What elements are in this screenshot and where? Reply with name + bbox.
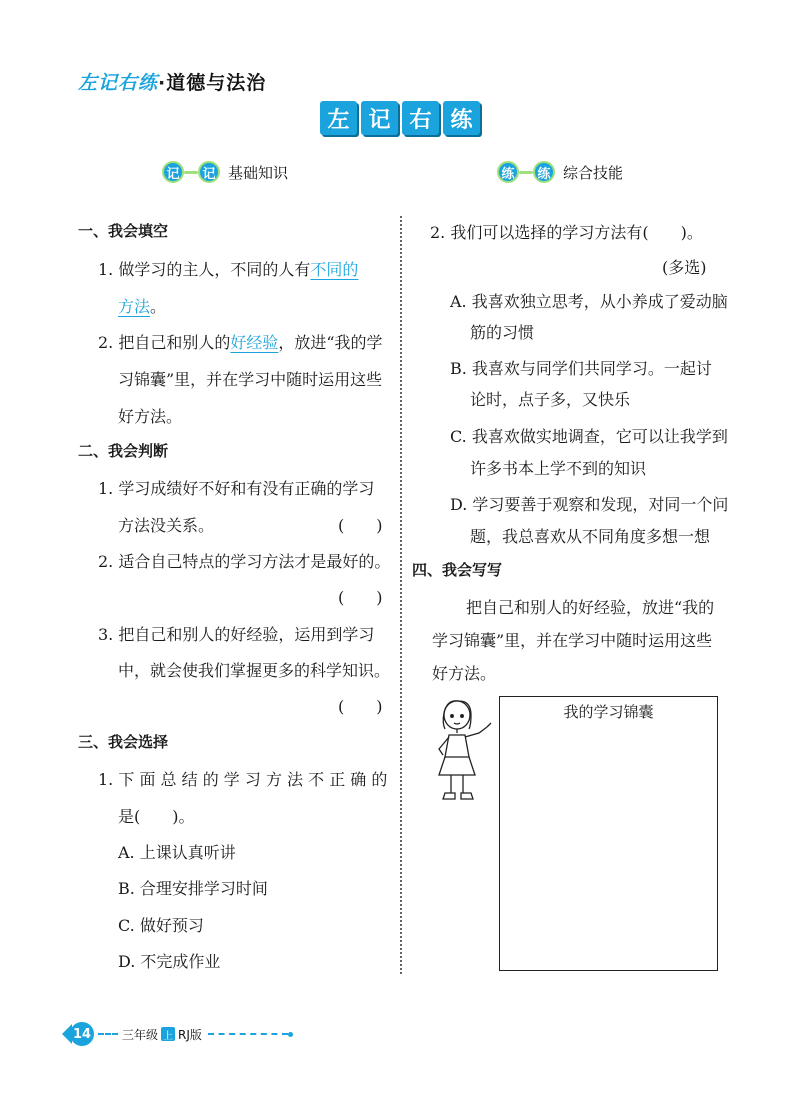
- answer-blank[interactable]: ( ): [338, 697, 383, 716]
- judge-q3-line2: 中，就会使我们掌握更多的科学知识。: [118, 661, 391, 680]
- writing-box-title: 我的学习锦囊: [563, 703, 654, 721]
- page-title-char: 练: [443, 101, 480, 135]
- choice-option: D. 学习要善于观察和发现，对同一个问: [450, 495, 729, 514]
- page-footer: [62, 1022, 293, 1046]
- fill-q2: 2. 把自己和别人的好经验，放进“我的学: [98, 333, 383, 352]
- write-prompt-line2: 学习锦囊”里，并在学习中随时运用这些: [432, 631, 713, 650]
- writing-box[interactable]: [499, 696, 718, 971]
- girl-illustration: [425, 697, 495, 809]
- part3-heading: 三、我会选择: [78, 733, 169, 751]
- judge-q1-line2: 方法没关系。: [118, 516, 215, 535]
- write-prompt-line3: 好方法。: [432, 664, 497, 683]
- subject-name: 道德与法治: [166, 72, 267, 94]
- fill-q2-line2: 习锦囊”里，并在学习中随时运用这些: [118, 370, 383, 389]
- section-label: 综合技能: [563, 163, 624, 182]
- judge-q2: 2. 适合自己特点的学习方法才是最好的。: [98, 552, 391, 571]
- section-head-basic: [162, 161, 288, 183]
- judge-q3: 3. 把自己和别人的好经验，运用到学习: [98, 625, 375, 644]
- choice-option-cont: 论时，点子多，又快乐: [470, 390, 631, 409]
- choice-option: A. 我喜欢独立思考，从小养成了爱动脑: [450, 292, 728, 311]
- answer-blank[interactable]: ( ): [338, 516, 383, 535]
- fill-q1: 1. 做学习的主人，不同的人有不同的: [98, 260, 359, 279]
- part1-heading: 一、我会填空: [78, 222, 169, 240]
- book-title: 左记右练·道德与法治: [78, 72, 267, 94]
- write-prompt: 把自己和别人的好经验，放进“我的: [466, 598, 715, 617]
- fill-answer: 方法: [118, 297, 151, 316]
- choice-q1-line2: 是( )。: [118, 807, 195, 826]
- page-title-char: 记: [361, 101, 398, 135]
- brand-name: 左记右练: [78, 72, 159, 94]
- choice-option: A. 上课认真听讲: [118, 843, 236, 862]
- choice-option: B. 合理安排学习时间: [118, 879, 268, 898]
- page-title: [320, 101, 480, 135]
- section-label: 基础知识: [228, 163, 289, 182]
- section-badge: 记 记: [162, 161, 220, 183]
- choice-option: B. 我喜欢与同学们共同学习。一起讨: [450, 359, 712, 378]
- choice-q2: 2. 我们可以选择的学习方法有( )。: [430, 223, 703, 242]
- fill-q2-line3: 好方法。: [118, 407, 183, 426]
- column-divider: [400, 216, 402, 974]
- page-number: 14: [70, 1022, 94, 1046]
- choice-q1: 1. 下 面 总 结 的 学 习 方 法 不 正 确 的: [98, 770, 388, 789]
- page-title-char: 左: [320, 101, 357, 135]
- choice-option: C. 做好预习: [118, 916, 204, 935]
- fill-q1-cont: 方法。: [118, 297, 167, 316]
- part2-heading: 二、我会判断: [78, 442, 169, 460]
- part4-heading: 四、我会写写: [412, 561, 503, 579]
- term-badge: 上: [161, 1027, 175, 1041]
- fill-answer: 不同的: [310, 260, 359, 279]
- choice-option: C. 我喜欢做实地调查，它可以让我学到: [450, 427, 728, 446]
- footer-dot: [288, 1032, 293, 1037]
- judge-q1: 1. 学习成绩好不好和有没有正确的学习: [98, 479, 375, 498]
- grade-label: 三年级: [122, 1027, 159, 1042]
- section-badge: 练 练: [497, 161, 555, 183]
- choice-option-cont: 许多书本上学不到的知识: [470, 459, 647, 478]
- choice-option-cont: 题，我总喜欢从不同角度多想一想: [470, 527, 711, 546]
- fill-answer: 好经验: [230, 333, 279, 352]
- section-head-skills: [497, 161, 623, 183]
- page-title-char: 右: [402, 101, 439, 135]
- edition-label: RJ版: [178, 1027, 202, 1042]
- choice-option-cont: 筋的习惯: [470, 323, 535, 342]
- choice-option: D. 不完成作业: [118, 952, 221, 971]
- answer-blank[interactable]: ( ): [338, 588, 383, 607]
- multi-select-note: (多选): [662, 258, 707, 277]
